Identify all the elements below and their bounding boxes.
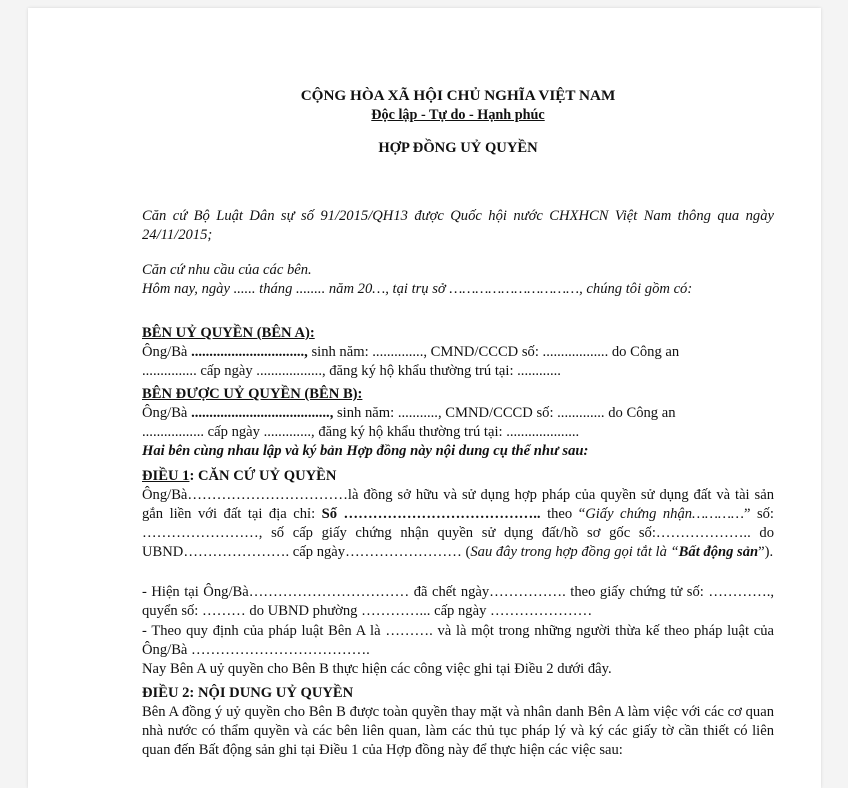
- party-a-line2: ............... cấp ngày .................., đăng ký hộ khẩu thường trú tại: ............: [142, 363, 561, 379]
- party-b-details: sinh năm: ..........., CMND/CCCD số: ............. do Công an: [333, 405, 676, 421]
- party-b-name-blank: ......................................,: [191, 405, 334, 421]
- article1-p1-end: ”).: [758, 544, 774, 560]
- article1-p1-text: Ông/Bà……………………………là đồng sở hữu và sử dụng hợp pháp của quyền sử dụng đất và tài sản gắn liền với đất tại địa chỉ:: [142, 487, 774, 522]
- party-a-heading: BÊN UỶ QUYỀN (BÊN A):: [142, 325, 315, 341]
- party-b-line1: [142, 404, 774, 423]
- article1-address-blank: Số …………………………………..: [321, 506, 541, 522]
- agreement-statement: Hai bên cùng nhau lập và ký bản Hợp đồng này nội dung cụ thể như sau:: [142, 443, 589, 459]
- document-page: [28, 8, 821, 788]
- article1-real-estate: Bất động sản: [678, 544, 759, 560]
- document-title: HỢP ĐỒNG UỶ QUYỀN: [378, 140, 538, 156]
- article2-paragraph1: Bên A đồng ý uỷ quyền cho Bên B được toàn quyền thay mặt và nhân danh Bên A làm việc với các cơ quan nhà nước có thẩm quyền và các bên liên quan, làm các thủ tục pháp lý và ký các giấy tờ cần thiết có liên quan đến Bất động sản ghi tại Điều 1 của Hợp đồng này để thực hiện các việc sau:: [142, 704, 774, 758]
- article1-p1-theo: theo “: [540, 506, 586, 522]
- article1-paragraph4: Nay Bên A uỷ quyền cho Bên B thực hiện các công việc ghi tại Điều 2 dưới đây.: [142, 661, 612, 677]
- article1-p1-short-name: Sau đây trong hợp đồng gọi tắt là “: [470, 544, 679, 560]
- party-a-details: sinh năm: .............., CMND/CCCD số: .................. do Công an: [307, 344, 680, 360]
- article2-heading: ĐIỀU 2: NỘI DUNG UỶ QUYỀN: [142, 685, 354, 701]
- article1-certificate: Giấy chứng nhận…………: [585, 506, 744, 522]
- party-a-prefix: Ông/Bà: [142, 344, 192, 360]
- article1-paragraph1: [142, 486, 774, 562]
- article1-paragraph2: - Hiện tại Ông/Bà…………………………… đã chết ngày……………. theo giấy chứng tử số: …………., quyển số: ……… do UBND phường …………... cấp ngày …………………: [142, 584, 774, 619]
- date-place: Hôm nay, ngày ...... tháng ........ năm 20…, tại trụ sở …………………………, chúng tôi gồm có:: [142, 281, 693, 297]
- party-a-name-blank: ...............................,: [191, 344, 308, 360]
- party-b-prefix: Ông/Bà: [142, 405, 192, 421]
- party-b-heading: BÊN ĐƯỢC UỶ QUYỀN (BÊN B):: [142, 386, 363, 402]
- motto: Độc lập - Tự do - Hạnh phúc: [371, 107, 545, 123]
- legal-basis: Căn cứ Bộ Luật Dân sự số 91/2015/QH13 được Quốc hội nước CHXHCN Việt Nam thông qua ngày 24/11/2015;: [142, 208, 774, 243]
- party-a-line1: [142, 343, 774, 362]
- article1-title: : CĂN CỨ UỶ QUYỀN: [189, 468, 337, 484]
- party-b-line2: ................. cấp ngày ............., đăng ký hộ khẩu thường trú tại: ....................: [142, 424, 580, 440]
- nation-heading: CỘNG HÒA XÃ HỘI CHỦ NGHĨA VIỆT NAM: [300, 87, 616, 104]
- needs-basis: Căn cứ nhu cầu của các bên.: [142, 262, 312, 278]
- article1-paragraph3: - Theo quy định của pháp luật Bên A là ………. và là một trong những người thừa kế theo pháp luật của Ông/Bà ……………………………….: [142, 623, 774, 658]
- article1-heading: [142, 467, 774, 486]
- article1-label: ĐIỀU 1: [142, 468, 190, 484]
- article1-p1-numbers: ” số: ……………………, số cấp giấy chứng nhận quyền sử dụng đất/hồ sơ gốc số:……………….. do UBND…………………. cấp ngày…………………… (: [142, 506, 774, 560]
